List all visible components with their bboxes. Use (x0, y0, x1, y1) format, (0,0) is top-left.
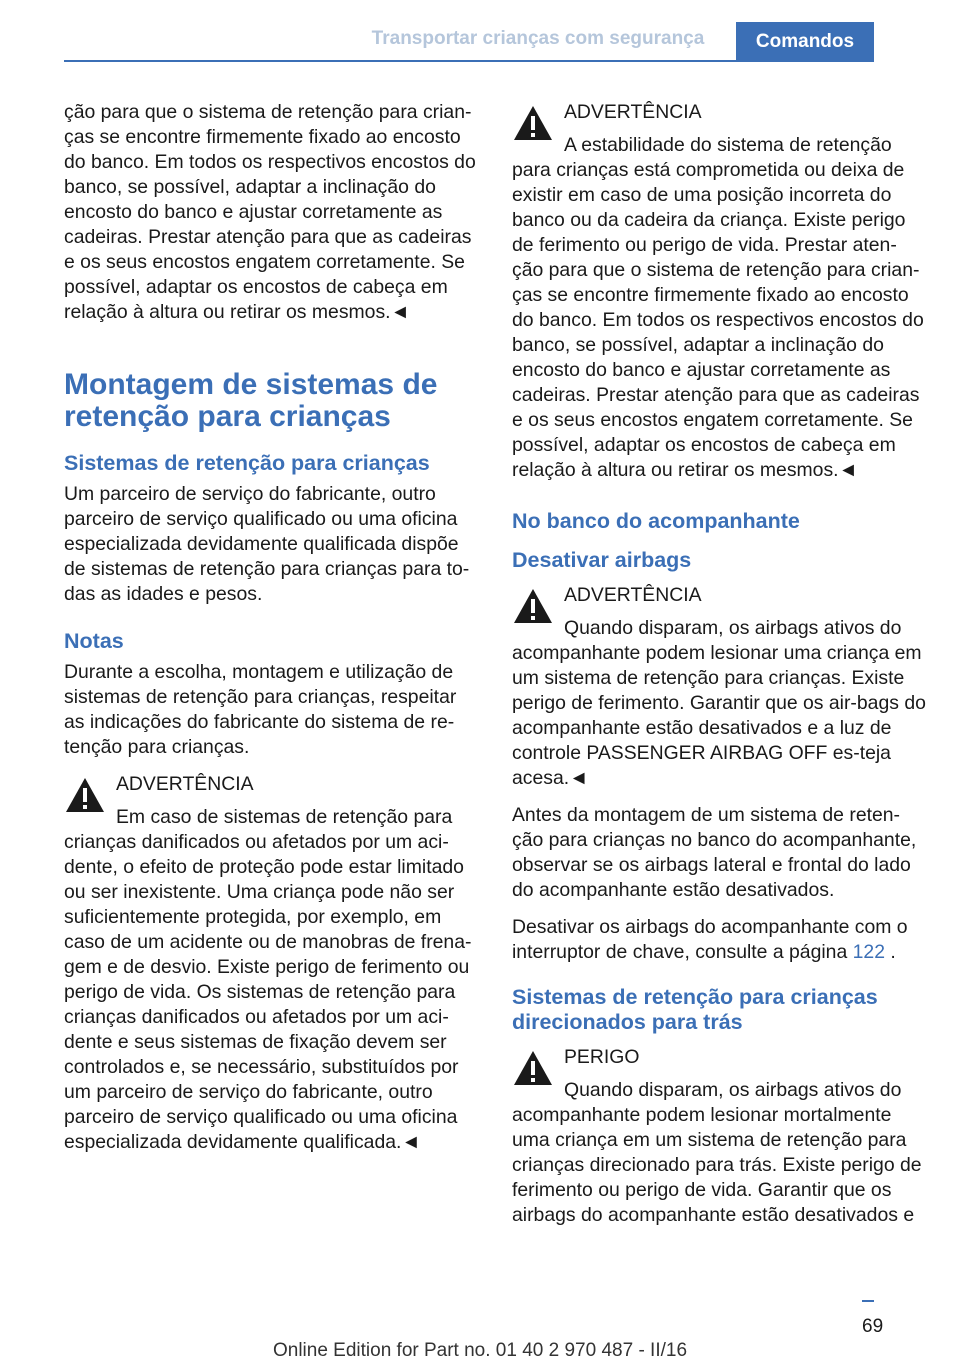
chapter-heading: Montagem de sistemas de retenção para crianças (64, 368, 438, 433)
chapter-tab: Comandos (736, 22, 874, 62)
warning-triangle-icon (64, 776, 106, 814)
right-column (512, 100, 928, 1240)
section-heading: No banco do acompanhante (512, 509, 800, 533)
warning-title: ADVERTÊNCIA (116, 773, 254, 795)
header-rule (64, 60, 874, 62)
paragraph-text: Desativar os airbags do acompanhante com o interruptor de chave, consulte a página (512, 916, 908, 963)
warning-block (64, 772, 480, 1155)
warning-triangle-icon (512, 1049, 554, 1087)
warning-triangle-icon (512, 104, 554, 142)
subsection-heading: Sistemas de retenção para crianças direcionados para trás (512, 985, 878, 1034)
left-column (64, 100, 480, 1167)
warning-text: A estabilidade do sistema de retenção para crianças está comprometida ou deixa de existir em caso de uma posição incorreta do banco ou da cadeira da criança. Existe perigo de ferimento ou perigo de vida. Prestar aten-ção para que o sistema de retenção para crian-ças se encontre firmemente fixado ao encosto do banco. Em todos os respectivos encostos do banco, se possível, adaptar a inclinação do encosto do banco e ajustar corretamente as cadeiras. Prestar atenção para que as cadeiras e os seus encostos engatem corretamente. Se possível, adaptar os encostos de cabeça em relação à altura ou retirar os mesmos.◄ (512, 134, 924, 481)
paragraph: Um parceiro de serviço do fabricante, outro parceiro de serviço qualificado ou uma oficina especializada devidamente qualificada dispõe de sistemas de retenção para crianças para to-das as idades e pesos. (64, 483, 470, 605)
page-header (0, 0, 960, 62)
warning-title: ADVERTÊNCIA (564, 584, 702, 606)
page-footer (0, 1300, 960, 1362)
warning-block (512, 100, 928, 483)
footer-rule (862, 1300, 874, 1302)
paragraph: ção para que o sistema de retenção para crian-ças se encontre firmemente fixado ao encosto do banco. Em todos os respectivos encostos do banco, se possível, adaptar a inclinação do encosto do banco e ajustar corretamente as cadeiras. Prestar atenção para que as cadeiras e os seus encostos engatem corretamente. Se possível, adaptar os encostos de cabeça em relação à altura ou retirar os mesmos.◄ (64, 101, 476, 323)
paragraph: Durante a escolha, montagem e utilização de sistemas de retenção para crianças, respeitar as indicações do fabricante do sistema de re-tenção para crianças. (64, 661, 457, 758)
subsection-heading: Desativar airbags (512, 548, 692, 572)
page-number: 69 (862, 1316, 884, 1337)
warning-block (512, 1045, 928, 1228)
warning-title: PERIGO (564, 1046, 640, 1068)
warning-block (512, 583, 928, 791)
warning-text: Em caso de sistemas de retenção para crianças danificados ou afetados por um aci-dente, o efeito de proteção pode estar limitado ou ser inexistente. Uma criança pode não ser suficientemente protegida, por exemplo, em caso de um acidente ou de manobras de frena-gem e de desvio. Existe perigo de ferimento ou perigo de vida. Os sistemas de retenção para crianças danificados ou afetados por um aci-dente e seus sistemas de fixação devem ser controlados e, se necessário, substituídos por um parceiro de serviço do fabricante, outro parceiro de serviço qualificado ou uma oficina especializada devidamente qualificada.◄ (64, 806, 472, 1153)
warning-text: Quando disparam, os airbags ativos do acompanhante podem lesionar mortalmente uma criança em um sistema de retenção para crianças direcionado para trás. Existe perigo de ferimento ou perigo de vida. Garantir que os airbags do acompanhante estão desativados e (512, 1079, 922, 1226)
section-heading: Notas (64, 629, 124, 653)
paragraph-text: . (885, 941, 896, 963)
section-heading: Sistemas de retenção para crianças (64, 451, 430, 475)
edition-note: Online Edition for Part no. 01 40 2 970 487 - II/16 (272, 1340, 688, 1361)
section-title: Transportar crianças com segurança (371, 28, 705, 49)
warning-title: ADVERTÊNCIA (564, 101, 702, 123)
warning-triangle-icon (512, 587, 554, 625)
paragraph (512, 915, 928, 965)
warning-text: Quando disparam, os airbags ativos do acompanhante podem lesionar uma criança em um sistema de retenção para crianças. Existe perigo de ferimento. Garantir que os air-bags do acompanhante estão desativados e a luz de controle PASSENGER AIRBAG OFF es-teja acesa.◄ (512, 617, 926, 789)
page-reference-link[interactable]: 122 (852, 941, 885, 963)
paragraph: Antes da montagem de um sistema de reten-ção para crianças no banco do acompanhante, observar se os airbags lateral e frontal do lado do acompanhante estão desativados. (512, 804, 917, 901)
